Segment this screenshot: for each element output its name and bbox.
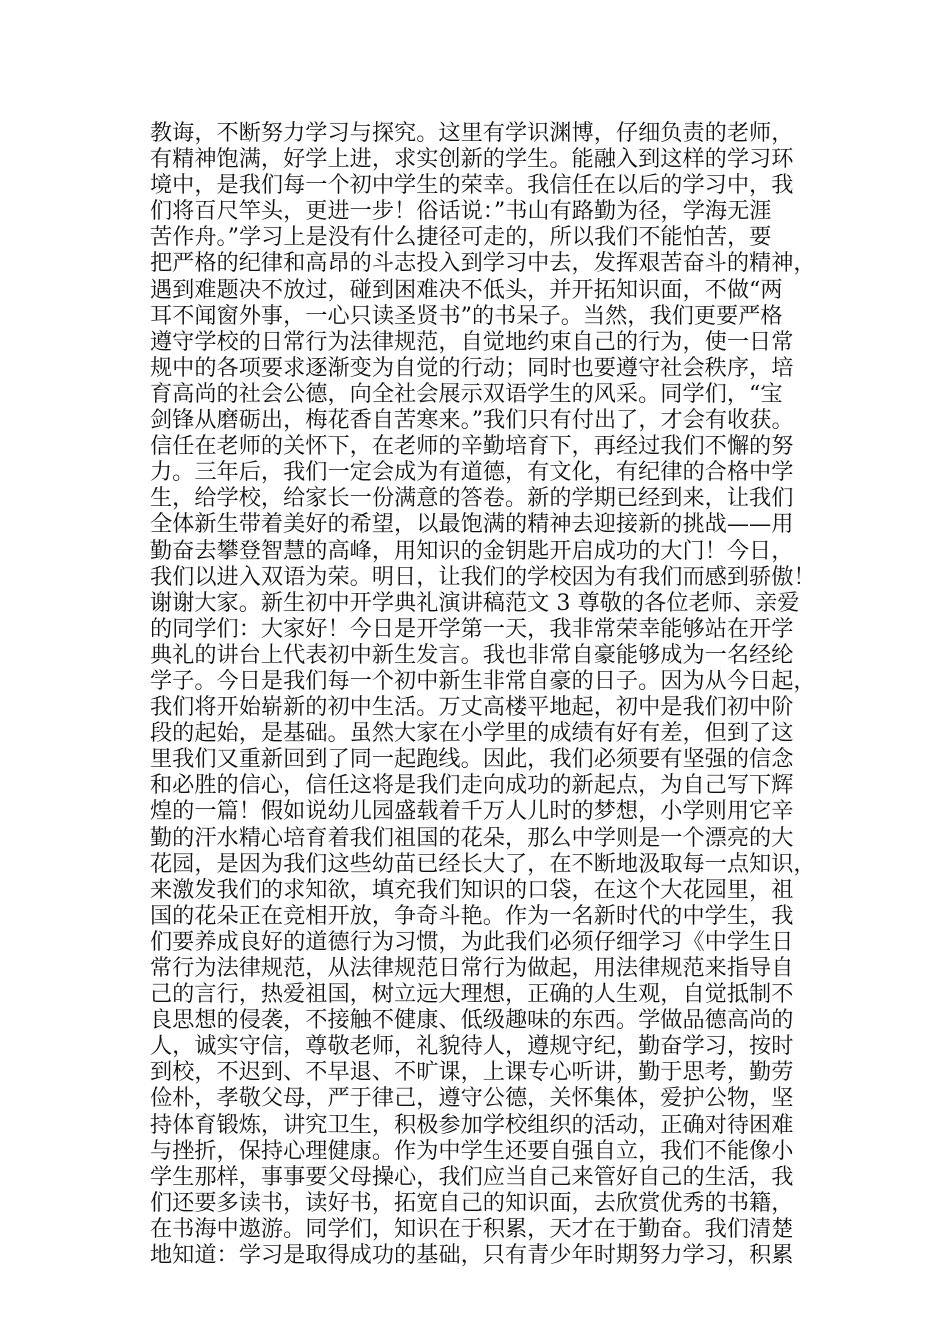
text-line: 有精神饱满，好学上进，求实创新的学生。能融入到这样的学习环 [150, 146, 794, 173]
text-line: 们将百尺竿头，更进一步！俗话说：”书山有路勤为径，学海无涯 [150, 198, 772, 225]
text-line: 良思想的侵袭，不接触不健康、低级趣味的东西。学做品德高尚的 [150, 1007, 794, 1034]
text-line: 境中，是我们每一个初中学生的荣幸。我信任在以后的学习中，我 [150, 172, 794, 199]
text-line: 煌的一篇！假如说幼儿园盛载着千万人儿时的梦想，小学则用它辛 [150, 798, 794, 825]
text-line: 和必胜的信心，信任这将是我们走向成功的新起点，为自己写下辉 [150, 772, 794, 799]
text-line: 国的花朵正在竞相开放，争奇斗艳。作为一名新时代的中学生，我 [150, 902, 794, 929]
text-line: 苦作舟。”学习上是没有什么捷径可走的，所以我们不能怕苦，要 [150, 224, 772, 251]
body-text [150, 120, 840, 1268]
text-line: 典礼的讲台上代表初中新生发言。我也非常自豪能够成为一名经纶 [150, 641, 794, 668]
text-line: 教诲，不断努力学习与探究。这里有学识渊博，仔细负责的老师， [150, 120, 794, 146]
text-line: 人，诚实守信，尊敬老师，礼貌待人，遵规守纪，勤奋学习，按时 [150, 1033, 794, 1060]
text-line: 力。三年后，我们一定会成为有道德，有文化，有纪律的合格中学 [150, 459, 794, 486]
text-line: 勤奋去攀登智慧的高峰，用知识的金钥匙开启成功的大门！今日， [150, 537, 794, 564]
text-line: 持体育锻炼，讲究卫生，积极参加学校组织的活动，正确对待困难 [150, 1111, 794, 1138]
text-line: 与挫折，保持心理健康。作为中学生还要自强自立，我们不能像小 [150, 1137, 794, 1164]
text-line: 里我们又重新回到了同一起跑线。因此，我们必须要有坚强的信念 [150, 746, 794, 773]
text-line: 育高尚的社会公德，向全社会展示双语学生的风采。同学们，“宝 [150, 380, 783, 407]
text-line: 学子。今日是我们每一个初中新生非常自豪的日子。因为从今日起， [150, 667, 816, 694]
text-line: 来激发我们的求知欲，填充我们知识的口袋，在这个大花园里，祖 [150, 876, 794, 903]
text-line: 段的起始，是基础。虽然大家在小学里的成绩有好有差，但到了这 [150, 720, 794, 747]
text-line: 在书海中遨游。同学们，知识在于积累，天才在于勤奋。我们清楚 [150, 1215, 794, 1242]
text-line: 们还要多读书，读好书，拓宽自己的知识面，去欣赏优秀的书籍， [150, 1189, 794, 1216]
text-line: 们要养成良好的道德行为习惯，为此我们必须仔细学习《中学生日 [150, 928, 794, 955]
text-line: 己的言行，热爱祖国，树立远大理想，正确的人生观，自觉抵制不 [150, 981, 794, 1008]
text-line: 的同学们：大家好！今日是开学第一天，我非常荣幸能够站在开学 [150, 615, 794, 642]
text-line: 花园，是因为我们这些幼苗已经长大了，在不断地汲取每一点知识， [150, 850, 816, 877]
text-line: 规中的各项要求逐渐变为自觉的行动；同时也要遵守社会秩序，培 [150, 354, 794, 381]
text-line: 勤的汗水精心培育着我们祖国的花朵，那么中学则是一个漂亮的大 [150, 824, 794, 851]
text-line: 我们将开始崭新的初中生活。万丈高楼平地起，初中是我们初中阶 [150, 694, 794, 721]
text-line: 我们以进入双语为荣。明日，让我们的学校因为有我们而感到骄傲！ [150, 563, 816, 590]
text-line: 谢谢大家。新生初中开学典礼演讲稿范文 3 尊敬的各位老师、亲爱 [150, 589, 800, 616]
text-line: 全体新生带着美好的希望，以最饱满的精神去迎接新的挑战——用 [150, 511, 794, 538]
text-line: 遵守学校的日常行为法律规范，自觉地约束自己的行为，使一日常 [150, 328, 794, 355]
text-line: 耳不闻窗外事，一心只读圣贤书”的书呆子。当然，我们更要严格 [150, 302, 783, 329]
text-line: 常行为法律规范，从法律规范日常行为做起，用法律规范来指导自 [150, 955, 794, 981]
text-line: 到校，不迟到、不早退、不旷课，上课专心听讲，勤于思考，勤劳 [150, 1059, 794, 1086]
text-line: 俭朴，孝敬父母，严于律己，遵守公德，关怀集体，爱护公物，坚 [150, 1085, 794, 1112]
text-line: 信任在老师的关怀下，在老师的辛勤培育下，再经过我们不懈的努 [150, 433, 794, 460]
text-line: 学生那样，事事要父母操心，我们应当自己来管好自己的生活，我 [150, 1163, 794, 1190]
text-line: 把严格的纪律和高昂的斗志投入到学习中去，发挥艰苦奋斗的精神， [150, 250, 816, 277]
text-line: 遇到难题决不放过，碰到困难决不低头，并开拓知识面，不做“两 [150, 276, 783, 303]
text-line: 生，给学校，给家长一份满意的答卷。新的学期已经到来，让我们 [150, 485, 794, 512]
text-line: 地知道：学习是取得成功的基础，只有青少年时期努力学习，积累 [150, 1242, 794, 1269]
text-line: 剑锋从磨砺出，梅花香自苦寒来。”我们只有付出了，才会有收获。 [150, 407, 794, 434]
